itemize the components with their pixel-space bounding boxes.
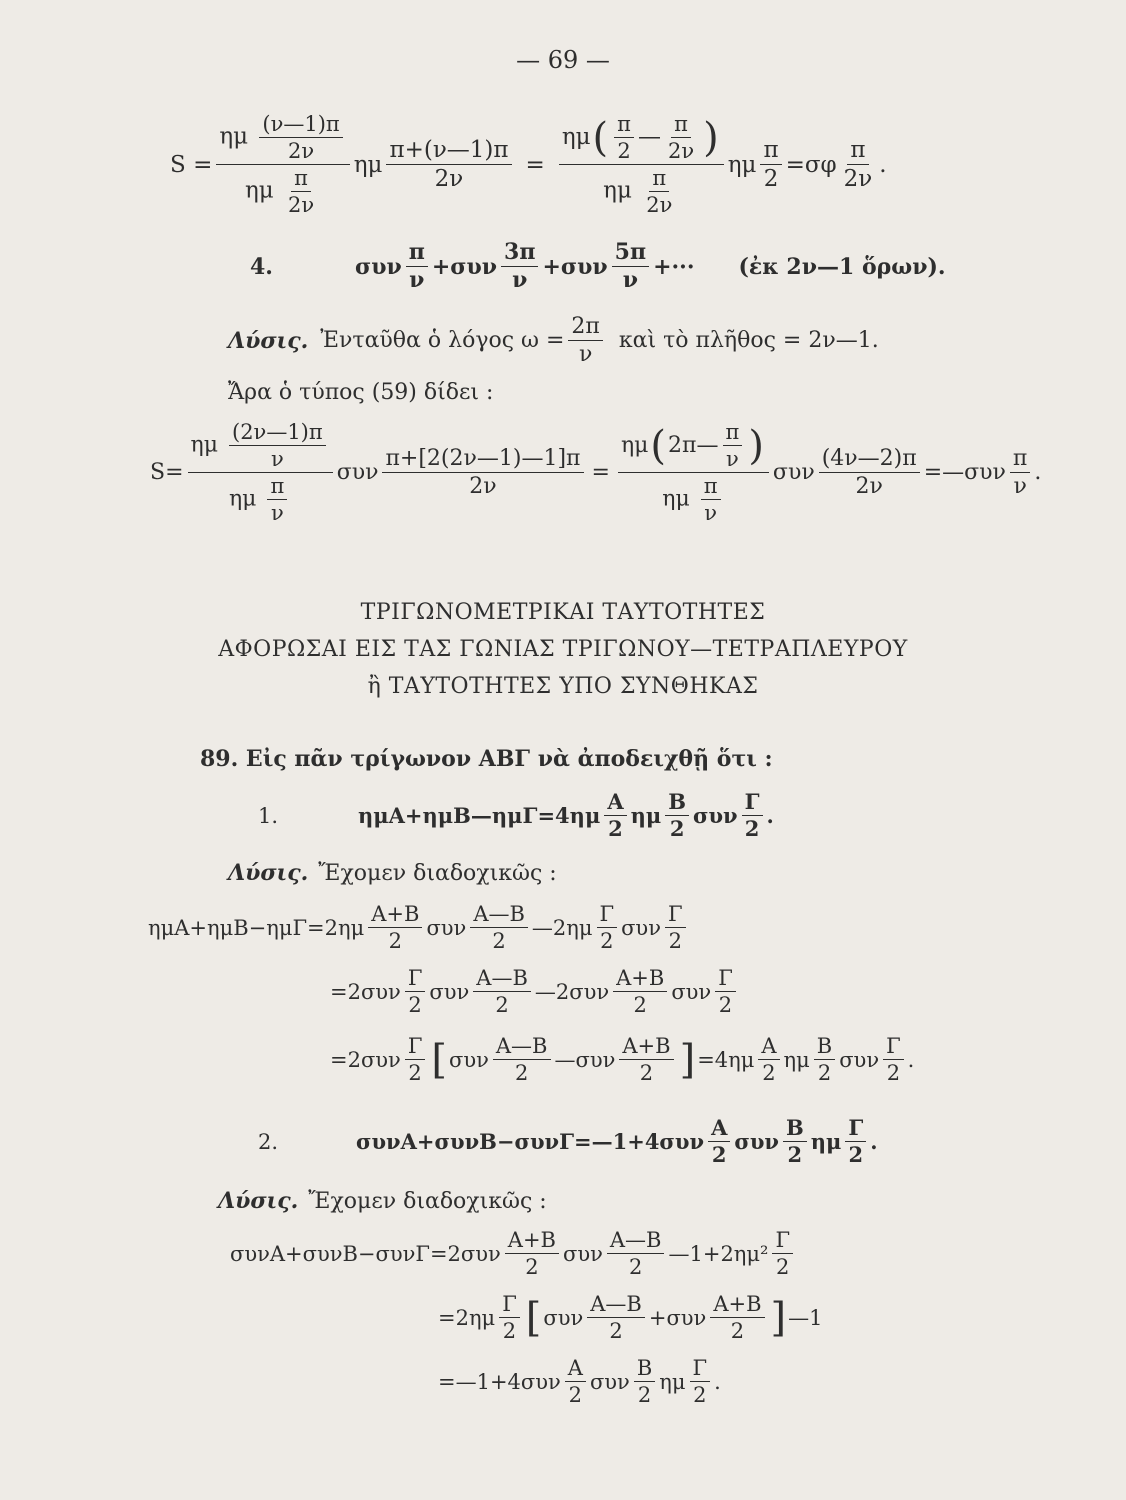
heading-line-2: ΑΦΟΡΩΣΑΙ ΕΙΣ ΤΑΣ ΓΩΝΙΑΣ ΤΡΙΓΩΝΟΥ—ΤΕΤΡΑΠΛΕΥΡΟΥ — [218, 637, 908, 662]
fraction-mid: $\frac{\pi+(\nu—1)\pi}{2\nu}$ — [386, 137, 511, 193]
solution-2-line-2: =2ημ Γ 2 [ συν Α—Β 2 +συν Α+Β 2 ] —1 — [438, 1292, 823, 1344]
item-4: 4. συν π ν +συν 3π ν +συν 5π ν +··· (ἐκ 2ν—1 ὅρων). — [250, 239, 946, 294]
item-2: 2. συνΑ+συνΒ−συνΓ=—1+4συν Α 2 συν Β 2 ημ Γ 2 . — [258, 1115, 878, 1168]
solution-1-line-3: =2συν Γ 2 [ συν Α—Β 2 —συν Α+Β 2 ] =4ημ Α 2 ημ Β 2 συν Γ 2 . — [330, 1034, 915, 1086]
denominator: ημ $\frac{\pi}{2\nu}$ — [244, 166, 315, 218]
solution-2-label: Λύσις. Ἔχομεν διαδοχικῶς : — [218, 1188, 547, 1214]
equation-s-second: S= ημ $\frac{(2\nu—1)\pi}{\nu}$ ημ $\frac{\pi}{\nu}$ συν $\frac{\pi+[2(2\nu—1)—1]\pi}{2\nu}$ = ημ ( 2π— π ν ) ημ $\frac{\pi}{\nu}$ συν $\frac{(4\nu—2)\pi}{2\nu}$ =—συν π ν . — [150, 420, 1042, 526]
solution-1-line-2: =2συν Γ 2 συν Α—Β 2 —2συν Α+Β 2 συν Γ 2 — [330, 966, 740, 1017]
big-fraction-a — [216, 112, 349, 218]
solution-2-line-3: =—1+4συν Α 2 συν Β 2 ημ Γ 2 . — [438, 1356, 721, 1408]
equation-s-first: S = ημ $\frac{(\nu—1)\pi}{2\nu}$ ημ $\frac{\pi}{2\nu}$ ημ $\frac{\pi+(\nu—1)\pi}{2\nu}$ = ημ ( π 2 — π 2ν ) ημ $\frac{\pi}{2\nu}$ ημ $\frac{\pi}{2}$ =σφ π 2ν . — [170, 112, 887, 218]
section-heading — [0, 594, 1126, 705]
problem-89: 89. Εἰς πᾶν τρίγωνον ΑΒΓ νὰ ἀποδειχθῇ ὅτι : — [200, 746, 773, 772]
page-number: — 69 — — [516, 46, 610, 74]
heading-line-1: ΤΡΙΓΩΝΟΜΕΤΡΙΚΑΙ ΤΑΥΤΟΤΗΤΕΣ — [360, 600, 766, 625]
eq-label: S = — [170, 151, 213, 178]
numerator: ημ $\frac{(\nu—1)\pi}{2\nu}$ — [216, 112, 349, 165]
item-1: 1. ημΑ+ημΒ—ημΓ=4ημ Α 2 ημ Β 2 συν Γ 2 . — [258, 789, 774, 842]
solution-1-label: Λύσις. Ἔχομεν διαδοχικῶς : — [228, 860, 557, 886]
solution-4-line2: Ἄρα ὁ τύπος (59) δίδει : — [228, 380, 494, 405]
solution-1-line-1: ημΑ+ημΒ−ημΓ=2ημ Α+Β 2 συν Α—Β 2 —2ημ Γ 2 συν Γ 2 — [148, 902, 690, 953]
heading-line-3: ἢ ΤΑΥΤΟΤΗΤΕΣ ΥΠΟ ΣΥΝΘΗΚΑΣ — [367, 674, 759, 699]
solution-4-line1: Λύσις. Ἐνταῦθα ὁ λόγος ω = $\frac{2\pi}{\nu}$ καὶ τὸ πλῆθος = 2ν—1. — [228, 314, 879, 368]
big-fraction-b: ημ ( π 2 — π 2ν ) ημ $\frac{\pi}{2\nu}$ — [559, 112, 724, 218]
solution-2-line-1b: συνΑ+συνΒ−συνΓ=2συν Α+Β 2 συν Α—Β 2 —1+2ημ² Γ 2 — [230, 1228, 797, 1279]
